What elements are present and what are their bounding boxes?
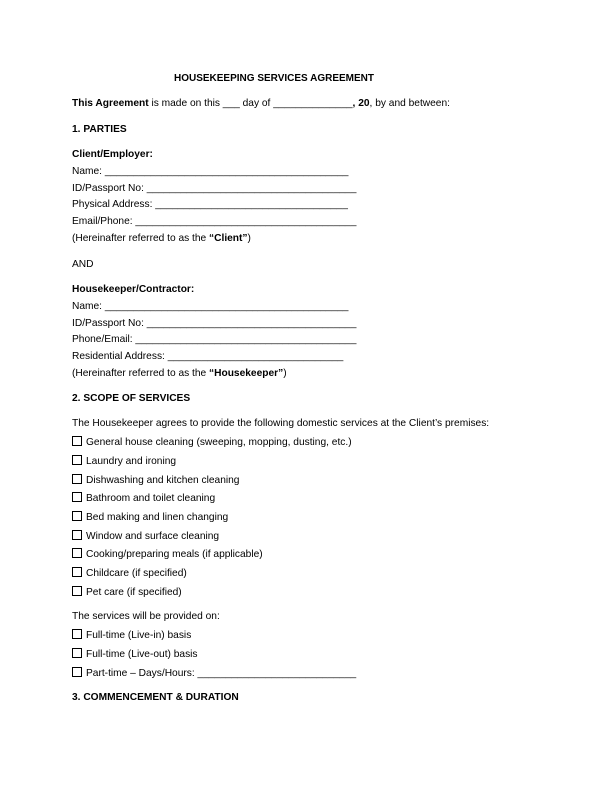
checkbox-icon[interactable] — [72, 586, 82, 596]
housekeeper-id-field: ID/Passport No: _____________________________________ — [72, 318, 357, 329]
client-reference — [72, 233, 251, 245]
housekeeper-address-field: Residential Address: _______________________________ — [72, 351, 344, 362]
client-address-field: Physical Address: __________________________________ — [72, 199, 348, 210]
client-name-field: Name: ___________________________________________ — [72, 166, 349, 177]
housekeeper-reference — [72, 368, 287, 380]
checkbox-icon[interactable] — [72, 667, 82, 677]
housekeeper-ref-suffix: ) — [283, 368, 287, 379]
service-option — [72, 586, 182, 599]
service-option — [72, 455, 176, 468]
commencement-heading: 3. COMMENCEMENT & DURATION — [72, 692, 239, 703]
service-option — [72, 492, 215, 505]
and-separator: AND — [72, 259, 94, 270]
client-contact-field: Email/Phone: _______________________________________ — [72, 216, 357, 227]
checkbox-icon[interactable] — [72, 474, 82, 484]
housekeeper-name-field: Name: ___________________________________________ — [72, 301, 349, 312]
client-ref-name: “Client” — [209, 233, 248, 244]
client-heading: Client/Employer: — [72, 149, 153, 160]
housekeeper-ref-prefix: (Hereinafter referred to as the — [72, 368, 210, 379]
checkbox-icon[interactable] — [72, 511, 82, 521]
housekeeper-heading: Housekeeper/Contractor: — [72, 284, 195, 295]
basis-label: Full-time (Live-out) basis — [86, 649, 198, 660]
housekeeper-ref-name: “Housekeeper” — [209, 368, 284, 379]
checkbox-icon[interactable] — [72, 648, 82, 658]
service-label: Window and surface cleaning — [86, 531, 220, 542]
service-option — [72, 511, 228, 524]
checkbox-icon[interactable] — [72, 455, 82, 465]
scope-intro: The Housekeeper agrees to provide the following domestic services at the Client’s premises: — [72, 418, 490, 429]
checkbox-icon[interactable] — [72, 436, 82, 446]
service-label: Pet care (if specified) — [86, 587, 182, 598]
service-option — [72, 548, 263, 561]
intro-year: , 20 — [352, 98, 370, 109]
scope-heading: 2. SCOPE OF SERVICES — [72, 393, 191, 404]
service-label: Bathroom and toilet cleaning — [86, 493, 216, 504]
service-option — [72, 567, 187, 580]
checkbox-icon[interactable] — [72, 548, 82, 558]
basis-intro: The services will be provided on: — [72, 611, 220, 622]
basis-option — [72, 667, 356, 680]
service-label: Laundry and ironing — [86, 456, 177, 467]
intro-bold-lead: This Agreement — [72, 98, 149, 109]
checkbox-icon[interactable] — [72, 629, 82, 639]
service-option — [72, 530, 219, 543]
client-id-field: ID/Passport No: _____________________________________ — [72, 183, 357, 194]
checkbox-icon[interactable] — [72, 530, 82, 540]
basis-label: Part-time – Days/Hours: ____________________________ — [86, 668, 357, 679]
service-option — [72, 436, 352, 449]
intro-text-2: , by and between: — [369, 98, 450, 109]
basis-option — [72, 648, 198, 661]
service-label: Childcare (if specified) — [86, 568, 187, 579]
housekeeper-contact-field: Phone/Email: _______________________________________ — [72, 334, 357, 345]
basis-option — [72, 629, 191, 642]
client-ref-prefix: (Hereinafter referred to as the — [72, 233, 210, 244]
document-title: HOUSEKEEPING SERVICES AGREEMENT — [173, 73, 375, 84]
intro-line — [72, 98, 450, 110]
service-option — [72, 474, 239, 487]
service-label: General house cleaning (sweeping, mopping, dusting, etc.) — [86, 437, 352, 448]
parties-heading: 1. PARTIES — [72, 124, 127, 135]
service-label: Cooking/preparing meals (if applicable) — [86, 549, 263, 560]
service-label: Bed making and linen changing — [86, 512, 229, 523]
intro-text-1: is made on this ___ day of ______________ — [148, 98, 353, 109]
service-label: Dishwashing and kitchen cleaning — [86, 475, 240, 486]
checkbox-icon[interactable] — [72, 492, 82, 502]
client-ref-suffix: ) — [247, 233, 251, 244]
checkbox-icon[interactable] — [72, 567, 82, 577]
basis-label: Full-time (Live-in) basis — [86, 630, 192, 641]
